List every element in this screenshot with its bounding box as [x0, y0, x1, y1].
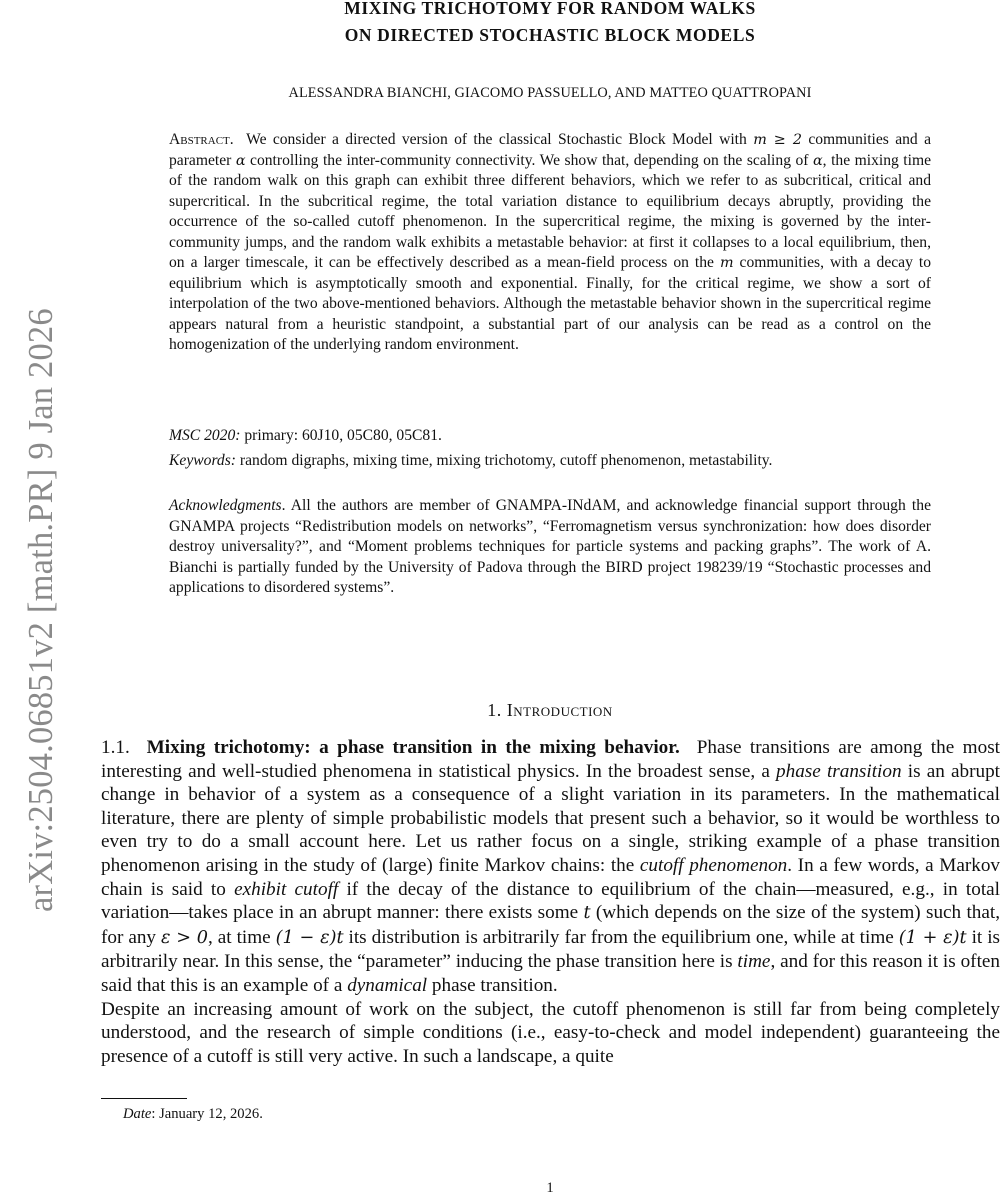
msc-text: primary: 60J10, 05C80, 05C81. [244, 427, 442, 444]
math-m: m [719, 255, 734, 271]
acknowledgments-text: . All the authors are member of GNAMPA-INdAM, and acknowledge financial support through the GNAMPA projects “Redistribution models on networks”, “Ferromagnetism versus synchronization: how does disorder destroy universality?”, and “Moment problems techniques for particle systems and packing graphs”. The work of A. Bianchi is partially funded by the University of Padova through the BIRD project 198239/19 “Stochastic processes and applications to disordered systems”. [169, 497, 931, 596]
body-text: , at time [208, 926, 271, 948]
acknowledgments-label: Acknowledgments [169, 497, 282, 514]
body-text: phase transition. [431, 974, 558, 996]
math-t: t [583, 903, 591, 924]
acknowledgments [169, 496, 931, 599]
abstract [169, 130, 931, 356]
emphasis: cutoff phenomenon [639, 854, 788, 876]
subsection-number: 1.1. [101, 737, 130, 758]
arxiv-identifier-stamp: arXiv:2504.06851v2 [math.PR] 9 Jan 2026 [22, 308, 60, 912]
math-one-minus-epsilon-t: (1 − ε)t [275, 927, 344, 948]
keywords [169, 451, 931, 472]
abstract-text: communities and a parameter [169, 131, 932, 169]
keywords-label: Keywords: [169, 452, 236, 469]
body-text: Phase transitions are among the most interesting and well-studied phenomena in statistical physics. In the broadest sense, a [101, 737, 1000, 782]
abstract-text: controlling the inter-community connectivity. We show that, depending on the scaling of [250, 151, 809, 169]
emphasis: dynamical [347, 974, 428, 996]
body-text: (which depends on the size of the system) such that, for any [101, 902, 1000, 948]
math-one-plus-epsilon-t: (1 + ε)t [898, 927, 967, 948]
body-text: . In a few words, a Markov chain is said to [101, 854, 1000, 900]
abstract-text: We consider a directed version of the classical Stochastic Block Model with [246, 131, 747, 148]
math-m-geq-2: m ≥ 2 [753, 132, 802, 148]
paper-title-line-2: ON DIRECTED STOCHASTIC BLOCK MODELS [344, 25, 756, 45]
section-heading [0, 700, 1000, 721]
authors: ALESSANDRA BIANCHI, GIACOMO PASSUELLO, AND MATTEO QUATTROPANI [288, 85, 812, 101]
page-number: 1 [546, 1180, 554, 1196]
body-text: , and for this reason it is often said that this is an example of a [101, 951, 1000, 996]
body-text: it is arbitrarily near. In this sense, the “parameter” inducing the phase transition here is [101, 926, 1000, 973]
footnote-label: Date [123, 1106, 152, 1122]
paragraph [101, 736, 1000, 998]
body-text: if the decay of the distance to equilibrium of the chain—measured, e.g., in total variation—takes place in an abrupt manner: there exists some [101, 878, 1000, 924]
footnote-text: : January 12, 2026. [151, 1106, 263, 1122]
math-epsilon-positive: ε > 0 [160, 927, 209, 948]
footnote-rule [101, 1098, 187, 1099]
emphasis: phase transition [776, 760, 902, 782]
abstract-text: communities, with a decay to equilibrium which is asymptotically smooth and exponential. Finally, for the critical regime, we show a sort of interpolation of the two above-mentioned behaviors. Although the metastable behavior shown in the supercritical regime appears natural from a heuristic standpoint, a substantial part of our analysis can be read as a control on the homogenization of the underlying random environment. [169, 254, 931, 353]
abstract-text: , the mixing time of the random walk on this graph can exhibit three different behaviors, which we refer to as subcritical, critical and supercritical. In the subcritical regime, the total variation distance to equilibrium decays abruptly, providing the occurrence of the so-called cutoff phenomenon. In the supercritical regime, the mixing is governed by the inter-community jumps, and the random walk exhibits a metastable behavior: at first it collapses to a local equilibrium, then, on a larger timescale, it can be effectively described as a mean-field process on the [169, 151, 932, 271]
emphasis: time [737, 951, 771, 973]
math-alpha: α [812, 152, 823, 169]
introduction-body [101, 736, 1000, 1068]
body-text: its distribution is arbitrarily far from the equilibrium one, while at time [348, 926, 894, 948]
section-number: 1. [487, 700, 502, 720]
footnote-date [123, 1106, 263, 1123]
msc-label: MSC 2020: [169, 427, 241, 444]
keywords-text: random digraphs, mixing time, mixing trichotomy, cutoff phenomenon, metastability. [239, 452, 773, 469]
msc-classification [169, 426, 931, 447]
emphasis: exhibit cutoff [234, 878, 339, 900]
paper-title-line-1: MIXING TRICHOTOMY FOR RANDOM WALKS [344, 0, 756, 18]
paragraph: Despite an increasing amount of work on the subject, the cutoff phenomenon is still far from being completely understood, and the research of simple conditions (i.e., easy-to-check and model independent) guaranteeing the presence of a cutoff is still very active. In such a landscape, a quite [101, 998, 1000, 1067]
section-title: Introduction [506, 700, 613, 720]
subsection-title: Mixing trichotomy: a phase transition in the mixing behavior. [146, 737, 680, 758]
abstract-label: Abstract. [169, 131, 234, 148]
math-alpha: α [235, 152, 246, 169]
body-text: is an abrupt change in behavior of a system as a consequence of a slight variation in its parameters. In the mathematical literature, there are plenty of simple probabilistic models that present such a behavior, so it would be worthless to even try to do a small account here. Let us rather focus on a single, striking example of a phase transition phenomenon arising in the study of (large) finite Markov chains: the [101, 760, 1000, 876]
